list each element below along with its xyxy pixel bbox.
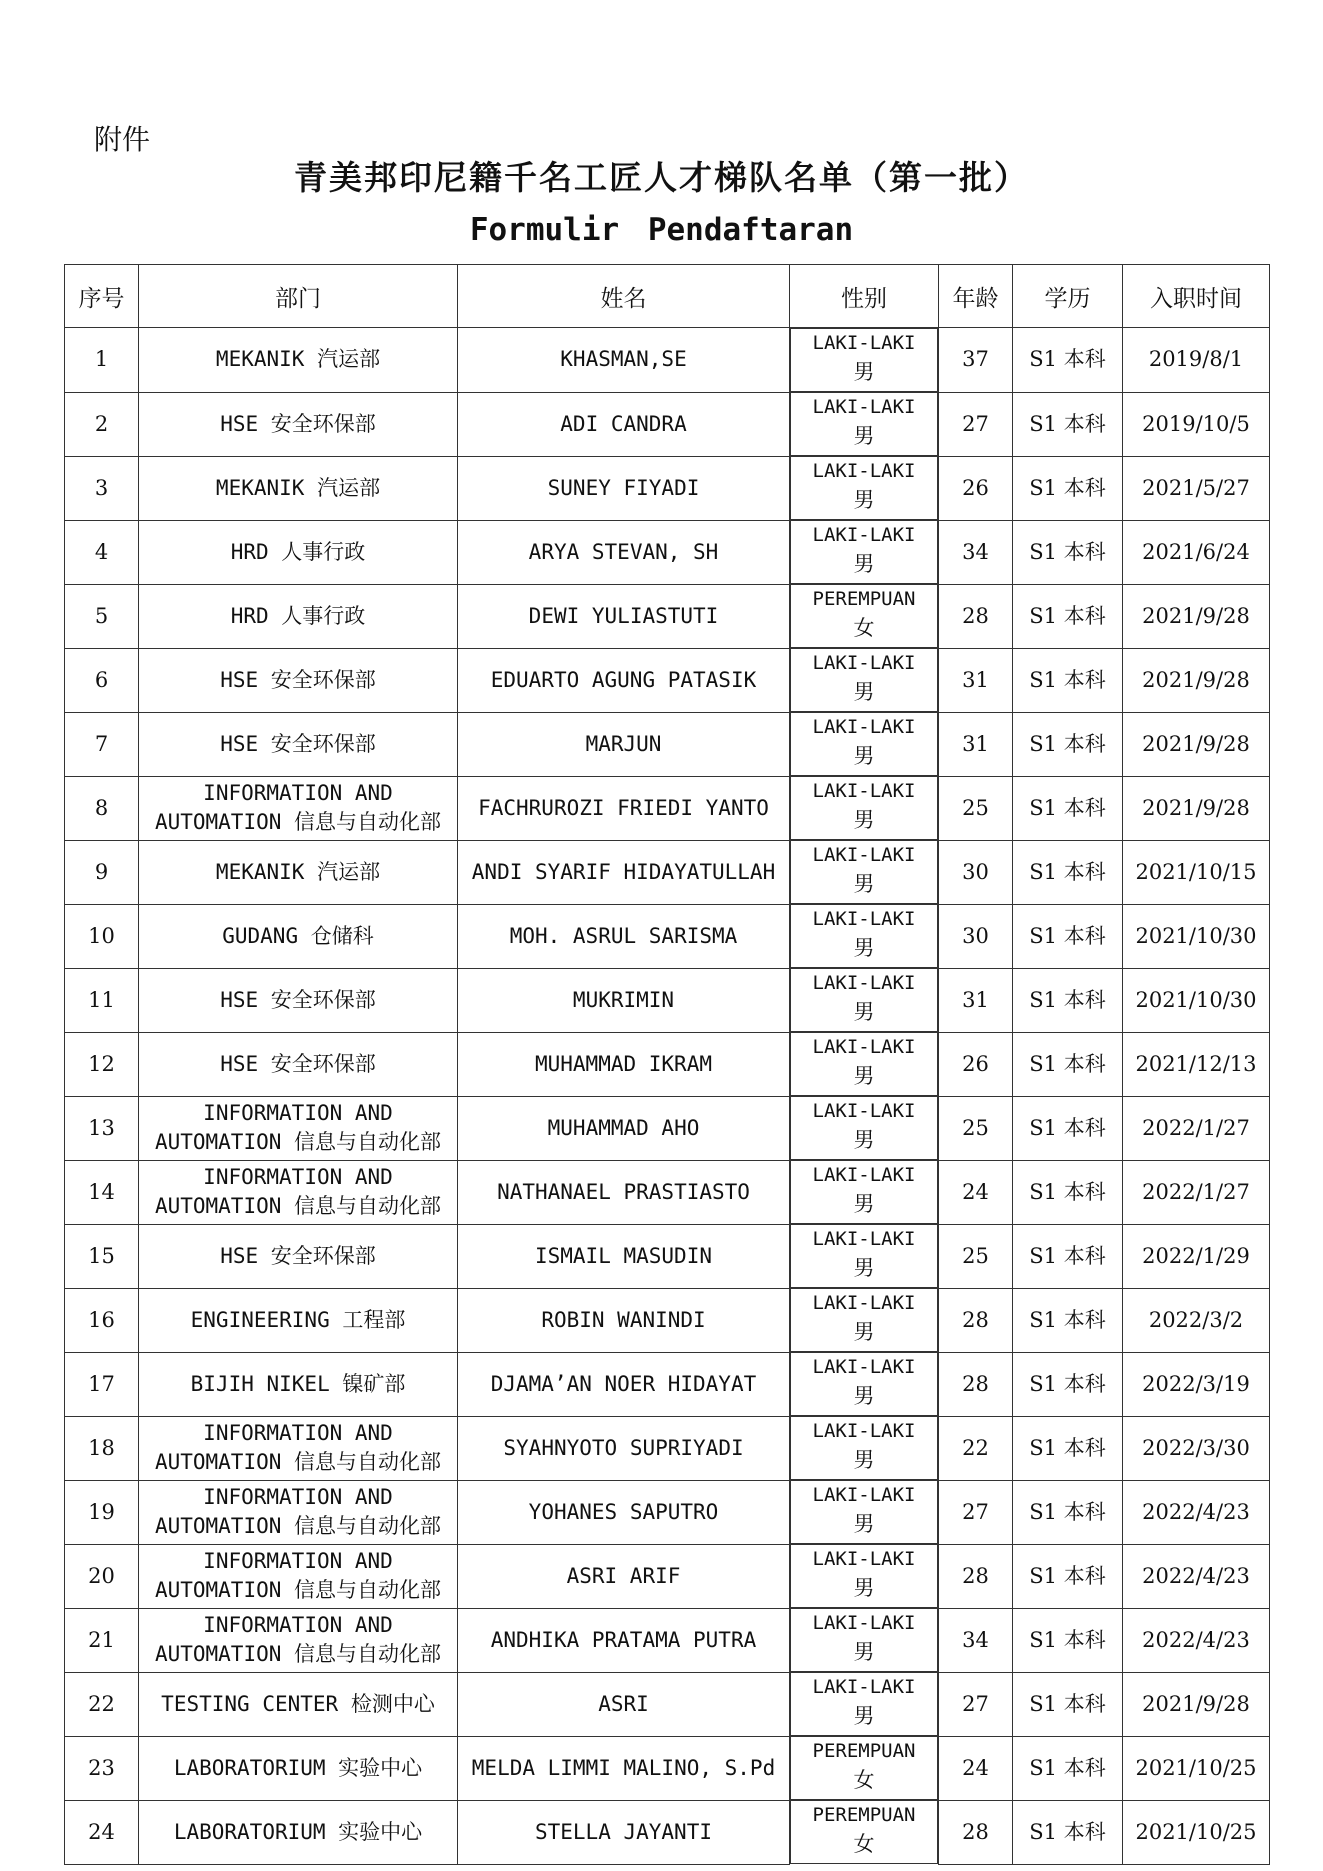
column-header-education: 学历 [1013,265,1123,328]
gender-id: LAKI-LAKI [812,1484,916,1506]
cell-dept [139,840,458,904]
gender-id: LAKI-LAKI [812,844,916,866]
table-row [65,904,1270,968]
cell-education: S1 本科 [1013,1608,1123,1672]
dept-line: LABORATORIUM 实验中心 [173,1819,423,1844]
cell-no: 20 [65,1544,139,1608]
cell-age: 30 [939,904,1013,968]
cell-dept [139,1352,458,1416]
cell-join-date: 2022/4/23 [1123,1608,1270,1672]
cell-no: 18 [65,1416,139,1480]
dept-line: HRD 人事行政 [230,603,366,628]
column-header-age: 年龄 [939,265,1013,328]
gender-cn: 男 [853,680,875,704]
cell-age: 27 [939,1480,1013,1544]
dept-line: MEKANIK 汽运部 [215,475,381,500]
cell-age: 34 [939,1608,1013,1672]
cell-no: 14 [65,1160,139,1224]
table-row [65,1672,1270,1736]
dept-line: HSE 安全环保部 [220,1051,376,1076]
table-row [65,840,1270,904]
cell-name: EDUARTO AGUNG PATASIK [458,648,790,712]
gender-id: LAKI-LAKI [812,908,916,930]
cell-join-date: 2021/9/28 [1123,1672,1270,1736]
cell-education: S1 本科 [1013,392,1123,456]
dept-line: INFORMATION AND [203,1613,393,1637]
cell-dept [139,328,458,393]
gender-id: LAKI-LAKI [812,1100,916,1122]
gender-cn: 男 [853,1256,875,1280]
cell-age: 25 [939,1224,1013,1288]
cell-dept [139,648,458,712]
cell-education: S1 本科 [1013,776,1123,840]
dept-line: HSE 安全环保部 [220,731,376,756]
cell-dept [139,1288,458,1352]
cell-no: 21 [65,1608,139,1672]
table-row [65,584,1270,648]
cell-name: NATHANAEL PRASTIASTO [458,1160,790,1224]
gender-cn: 男 [853,808,875,832]
cell-join-date: 2021/10/25 [1123,1736,1270,1800]
gender-id: LAKI-LAKI [812,1356,916,1378]
cell-name: MUHAMMAD IKRAM [458,1032,790,1096]
cell-join-date: 2022/3/30 [1123,1416,1270,1480]
column-header-name: 姓名 [458,265,790,328]
cell-age: 34 [939,520,1013,584]
gender-id: LAKI-LAKI [812,1420,916,1442]
cell-gender [790,1480,938,1544]
cell-gender [790,1352,938,1416]
cell-education: S1 本科 [1013,1736,1123,1800]
cell-no: 9 [65,840,139,904]
cell-join-date: 2022/4/23 [1123,1480,1270,1544]
cell-education: S1 本科 [1013,1672,1123,1736]
gender-cn: 男 [853,744,875,768]
cell-education: S1 本科 [1013,1288,1123,1352]
cell-dept [139,712,458,776]
cell-join-date: 2022/3/19 [1123,1352,1270,1416]
gender-id: LAKI-LAKI [812,1612,916,1634]
gender-cn: 男 [853,1512,875,1536]
gender-id: LAKI-LAKI [812,716,916,738]
cell-dept [139,392,458,456]
table-row [65,520,1270,584]
gender-cn: 男 [853,1192,875,1216]
cell-no: 2 [65,392,139,456]
table-row [65,456,1270,520]
cell-name: SYAHNYOTO SUPRIYADI [458,1416,790,1480]
cell-join-date: 2021/9/28 [1123,584,1270,648]
dept-line: AUTOMATION 信息与自动化部 [154,1642,442,1666]
cell-join-date: 2022/1/29 [1123,1224,1270,1288]
cell-join-date: 2021/10/30 [1123,968,1270,1032]
table-row [65,1736,1270,1800]
gender-cn: 男 [853,360,875,384]
cell-name: MUKRIMIN [458,968,790,1032]
cell-dept [139,1608,458,1672]
dept-line: AUTOMATION 信息与自动化部 [154,1194,442,1218]
table-row [65,1224,1270,1288]
cell-age: 24 [939,1736,1013,1800]
gender-id: LAKI-LAKI [812,780,916,802]
cell-join-date: 2022/1/27 [1123,1160,1270,1224]
dept-line: AUTOMATION 信息与自动化部 [154,810,442,834]
cell-age: 28 [939,1800,1013,1864]
gender-id: LAKI-LAKI [812,972,916,994]
table-row [65,1288,1270,1352]
gender-id: LAKI-LAKI [812,1228,916,1250]
cell-no: 10 [65,904,139,968]
cell-join-date: 2021/9/28 [1123,648,1270,712]
dept-line: TESTING CENTER 检测中心 [161,1691,435,1716]
gender-cn: 男 [853,1128,875,1152]
cell-gender [790,968,938,1032]
cell-age: 27 [939,392,1013,456]
dept-line: BIJIH NIKEL 镍矿部 [190,1371,406,1396]
cell-no: 17 [65,1352,139,1416]
dept-line: AUTOMATION 信息与自动化部 [154,1450,442,1474]
cell-no: 6 [65,648,139,712]
dept-line: AUTOMATION 信息与自动化部 [154,1130,442,1154]
cell-join-date: 2021/10/15 [1123,840,1270,904]
cell-gender [790,712,938,776]
cell-name: MOH. ASRUL SARISMA [458,904,790,968]
cell-education: S1 本科 [1013,1800,1123,1864]
table-row [65,1544,1270,1608]
dept-line: LABORATORIUM 实验中心 [173,1755,423,1780]
cell-age: 31 [939,648,1013,712]
gender-cn: 男 [853,936,875,960]
cell-name: FACHRUROZI FRIEDI YANTO [458,776,790,840]
cell-gender [790,648,938,712]
gender-cn: 男 [853,1000,875,1024]
cell-dept [139,520,458,584]
gender-cn: 男 [853,1320,875,1344]
table-row [65,712,1270,776]
table-row [65,776,1270,840]
column-header-dept: 部门 [139,265,458,328]
gender-id: LAKI-LAKI [812,652,916,674]
gender-id: LAKI-LAKI [812,332,916,354]
cell-no: 11 [65,968,139,1032]
gender-cn: 男 [853,1640,875,1664]
dept-line: HSE 安全环保部 [220,667,376,692]
cell-no: 23 [65,1736,139,1800]
cell-name: SUNEY FIYADI [458,456,790,520]
cell-gender [790,1416,938,1480]
cell-name: ROBIN WANINDI [458,1288,790,1352]
gender-cn: 男 [853,1384,875,1408]
table-row [65,1160,1270,1224]
dept-line: INFORMATION AND [203,1549,393,1573]
cell-join-date: 2021/9/28 [1123,712,1270,776]
gender-id: LAKI-LAKI [812,524,916,546]
gender-id: PEREMPUAN [812,1804,916,1826]
cell-gender [790,520,938,584]
cell-education: S1 本科 [1013,1160,1123,1224]
table-header-row [65,265,1270,328]
cell-gender [790,392,938,456]
cell-name: ASRI ARIF [458,1544,790,1608]
gender-cn: 男 [853,488,875,512]
cell-age: 22 [939,1416,1013,1480]
table-row [65,1032,1270,1096]
cell-gender [790,1224,938,1288]
table-row [65,1096,1270,1160]
cell-gender [790,904,938,968]
cell-name: DEWI YULIASTUTI [458,584,790,648]
cell-gender [790,456,938,520]
cell-name: ADI CANDRA [458,392,790,456]
cell-gender [790,1288,938,1352]
cell-age: 30 [939,840,1013,904]
cell-no: 4 [65,520,139,584]
cell-education: S1 本科 [1013,904,1123,968]
table-row [65,392,1270,456]
cell-dept [139,1224,458,1288]
dept-line: HSE 安全环保部 [220,411,376,436]
column-header-gender: 性别 [790,265,939,328]
cell-name: ANDHIKA PRATAMA PUTRA [458,1608,790,1672]
cell-age: 24 [939,1160,1013,1224]
cell-education: S1 本科 [1013,1544,1123,1608]
gender-cn: 女 [853,1832,875,1856]
cell-name: MARJUN [458,712,790,776]
gender-cn: 男 [853,1576,875,1600]
cell-age: 25 [939,1096,1013,1160]
cell-education: S1 本科 [1013,712,1123,776]
cell-name: KHASMAN,SE [458,328,790,393]
gender-cn: 男 [853,424,875,448]
cell-name: ISMAIL MASUDIN [458,1224,790,1288]
cell-dept [139,1160,458,1224]
cell-dept [139,1736,458,1800]
cell-name: MELDA LIMMI MALINO, S.Pd [458,1736,790,1800]
cell-gender [790,1032,938,1096]
cell-education: S1 本科 [1013,456,1123,520]
table-row [65,968,1270,1032]
cell-no: 12 [65,1032,139,1096]
dept-line: MEKANIK 汽运部 [215,859,381,884]
cell-name: DJAMA’AN NOER HIDAYAT [458,1352,790,1416]
cell-join-date: 2021/9/28 [1123,776,1270,840]
cell-dept [139,584,458,648]
cell-gender [790,1160,938,1224]
cell-education: S1 本科 [1013,648,1123,712]
dept-line: HSE 安全环保部 [220,987,376,1012]
table-row [65,648,1270,712]
cell-dept [139,1096,458,1160]
dept-line: INFORMATION AND [203,1485,393,1509]
attachment-label: 附件 [94,123,151,156]
cell-education: S1 本科 [1013,1096,1123,1160]
cell-join-date: 2022/1/27 [1123,1096,1270,1160]
dept-line: MEKANIK 汽运部 [215,347,381,372]
gender-id: LAKI-LAKI [812,1548,916,1570]
gender-id: LAKI-LAKI [812,396,916,418]
cell-gender [790,840,938,904]
cell-gender [790,1096,938,1160]
table-row [65,1800,1270,1864]
gender-id: LAKI-LAKI [812,1036,916,1058]
cell-no: 19 [65,1480,139,1544]
cell-dept [139,1672,458,1736]
cell-gender [790,584,938,648]
column-header-no: 序号 [65,265,139,328]
dept-line: HRD 人事行政 [230,539,366,564]
document-subtitle: Formulir Pendaftaran [469,212,854,248]
gender-id: LAKI-LAKI [812,1292,916,1314]
table-row [65,1352,1270,1416]
gender-id: LAKI-LAKI [812,1164,916,1186]
cell-dept [139,776,458,840]
roster-table [64,264,1270,1865]
cell-no: 22 [65,1672,139,1736]
cell-dept [139,1032,458,1096]
cell-join-date: 2019/10/5 [1123,392,1270,456]
cell-no: 15 [65,1224,139,1288]
cell-dept [139,1800,458,1864]
cell-name: YOHANES SAPUTRO [458,1480,790,1544]
gender-cn: 男 [853,1064,875,1088]
cell-gender [790,776,938,840]
cell-education: S1 本科 [1013,584,1123,648]
cell-dept [139,904,458,968]
cell-no: 8 [65,776,139,840]
cell-age: 28 [939,1352,1013,1416]
gender-cn: 男 [853,552,875,576]
cell-education: S1 本科 [1013,1480,1123,1544]
gender-id: LAKI-LAKI [812,1676,916,1698]
cell-name: STELLA JAYANTI [458,1800,790,1864]
gender-id: PEREMPUAN [812,1740,916,1762]
dept-line: GUDANG 仓储科 [222,923,374,948]
cell-dept [139,1544,458,1608]
cell-age: 28 [939,1288,1013,1352]
cell-join-date: 2021/10/25 [1123,1800,1270,1864]
cell-education: S1 本科 [1013,1352,1123,1416]
column-header-join-date: 入职时间 [1123,265,1270,328]
table-row [65,328,1270,393]
cell-join-date: 2019/8/1 [1123,328,1270,393]
cell-join-date: 2021/5/27 [1123,456,1270,520]
cell-education: S1 本科 [1013,520,1123,584]
cell-education: S1 本科 [1013,1416,1123,1480]
cell-no: 24 [65,1800,139,1864]
cell-name: ANDI SYARIF HIDAYATULLAH [458,840,790,904]
cell-join-date: 2021/10/30 [1123,904,1270,968]
cell-gender [790,1800,938,1864]
dept-line: INFORMATION AND [203,781,393,805]
table-row [65,1480,1270,1544]
cell-dept [139,1480,458,1544]
cell-age: 25 [939,776,1013,840]
cell-no: 16 [65,1288,139,1352]
dept-line: INFORMATION AND [203,1165,393,1189]
cell-education: S1 本科 [1013,968,1123,1032]
cell-age: 27 [939,1672,1013,1736]
table-body [65,328,1270,1865]
cell-age: 31 [939,712,1013,776]
cell-no: 3 [65,456,139,520]
cell-education: S1 本科 [1013,1224,1123,1288]
cell-gender [790,1736,938,1800]
cell-age: 28 [939,584,1013,648]
table-row [65,1608,1270,1672]
table-row [65,1416,1270,1480]
cell-gender [790,1608,938,1672]
cell-no: 13 [65,1096,139,1160]
cell-age: 37 [939,328,1013,393]
cell-education: S1 本科 [1013,328,1123,393]
cell-dept [139,456,458,520]
cell-gender [790,1672,938,1736]
cell-name: ARYA STEVAN, SH [458,520,790,584]
gender-id: PEREMPUAN [812,588,916,610]
dept-line: INFORMATION AND [203,1101,393,1125]
cell-age: 28 [939,1544,1013,1608]
cell-dept [139,968,458,1032]
cell-name: MUHAMMAD AHO [458,1096,790,1160]
dept-line: AUTOMATION 信息与自动化部 [154,1578,442,1602]
dept-line: AUTOMATION 信息与自动化部 [154,1514,442,1538]
gender-cn: 男 [853,1448,875,1472]
cell-gender [790,328,938,392]
dept-line: ENGINEERING 工程部 [190,1307,406,1332]
cell-age: 31 [939,968,1013,1032]
gender-id: LAKI-LAKI [812,460,916,482]
cell-age: 26 [939,456,1013,520]
cell-no: 1 [65,328,139,393]
cell-join-date: 2021/6/24 [1123,520,1270,584]
gender-cn: 女 [853,1768,875,1792]
cell-join-date: 2022/4/23 [1123,1544,1270,1608]
gender-cn: 男 [853,1704,875,1728]
cell-join-date: 2021/12/13 [1123,1032,1270,1096]
dept-line: HSE 安全环保部 [220,1243,376,1268]
cell-no: 7 [65,712,139,776]
gender-cn: 女 [853,616,875,640]
dept-line: INFORMATION AND [203,1421,393,1445]
cell-gender [790,1544,938,1608]
cell-education: S1 本科 [1013,1032,1123,1096]
cell-no: 5 [65,584,139,648]
cell-age: 26 [939,1032,1013,1096]
cell-dept [139,1416,458,1480]
cell-join-date: 2022/3/2 [1123,1288,1270,1352]
document-title: 青美邦印尼籍千名工匠人才梯队名单（第一批） [294,158,1029,197]
gender-cn: 男 [853,872,875,896]
cell-education: S1 本科 [1013,840,1123,904]
cell-name: ASRI [458,1672,790,1736]
